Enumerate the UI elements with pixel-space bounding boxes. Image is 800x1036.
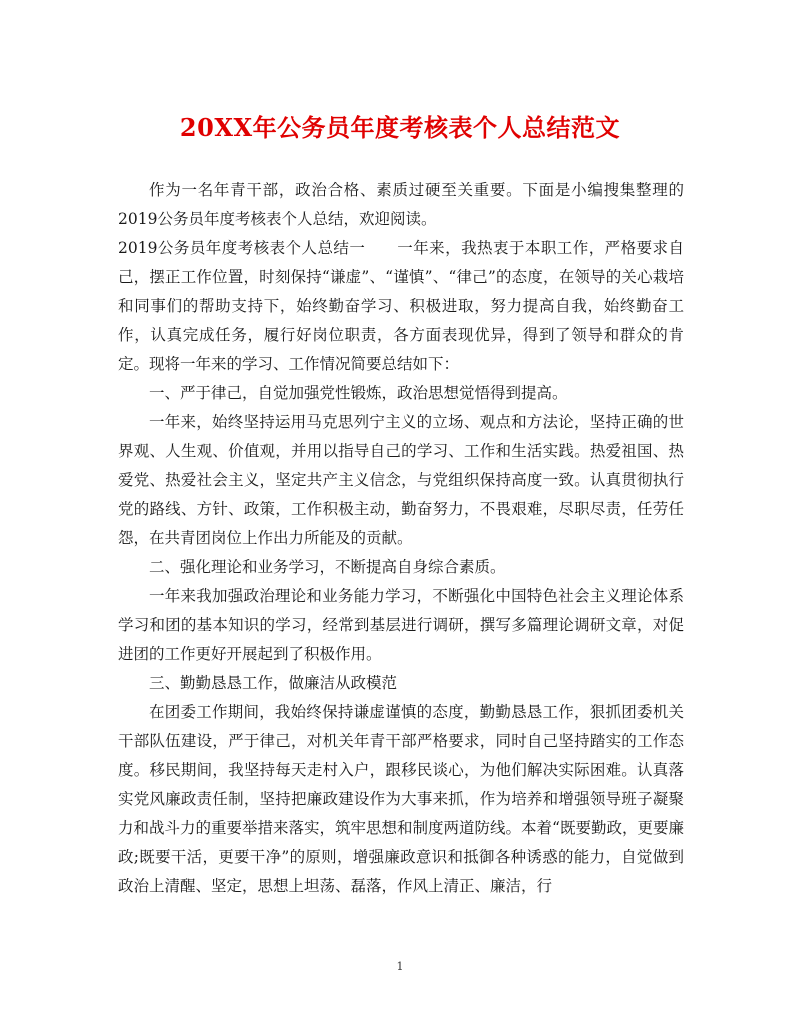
paragraph-intro: 作为一名年青干部，政治合格、素质过硬至关重要。下面是小编搜集整理的2019公务员年度考核表个人总结，欢迎阅读。 <box>118 181 684 228</box>
document-title: 20XX年公务员年度考核表个人总结范文 <box>179 113 621 142</box>
section-heading-three: 三、勤勤恳恳工作，做廉洁从政模范 <box>149 674 398 692</box>
paragraph-summary-one: 2019公务员年度考核表个人总结一 一年来，我热衷于本职工作，严格要求自己，摆正工作位置，时刻保持“谦虚”、“谨慎”、“律己”的态度，在领导的关心栽培和同事们的帮助支持下，始终勤奋学习、积极进取，努力提高自我，始终勤奋工作，认真完成任务，履行好岗位职责，各方面表现优异，得到了领导和群众的肯定。现将一年来的学习、工作情况简要总结如下： <box>118 239 684 373</box>
paragraph-section-one: 一年来，始终坚持运用马克思列宁主义的立场、观点和方法论，坚持正确的世界观、人生观、价值观，并用以指导自己的学习、工作和生活实践。热爱祖国、热爱党、热爱社会主义，坚定共产主义信念，与党组织保持高度一致。认真贯彻执行党的路线、方针、政策，工作积极主动，勤奋努力，不畏艰难，尽职尽责，任劳任怨，在共青团岗位上作出力所能及的贡献。 <box>118 413 684 547</box>
document-body <box>118 176 684 901</box>
paragraph-section-three: 在团委工作期间，我始终保持谦虚谨慎的态度，勤勤恳恳工作，狠抓团委机关干部队伍建设，严于律己，对机关年青干部严格要求，同时自己坚持踏实的工作态度。移民期间，我坚持每天走村入户，跟移民谈心，为他们解决实际困难。认真落实党风廉政责任制，坚持把廉政建设作为大事来抓，作为培养和增强领导班子凝聚力和战斗力的重要举措来落实，筑牢思想和制度两道防线。本着“既要勤政，更要廉政;既要干活，更要干净”的原则，增强廉政意识和抵御各种诱惑的能力，自觉做到政治上清醒、坚定，思想上坦荡、磊落，作风上清正、廉洁，行 <box>118 703 684 895</box>
paragraph-section-two: 一年来我加强政治理论和业务能力学习，不断强化中国特色社会主义理论体系学习和团的基本知识的学习，经常到基层进行调研，撰写多篇理论调研文章，对促进团的工作更好开展起到了积极作用。 <box>118 587 684 663</box>
page-number: 1 <box>396 960 404 973</box>
section-heading-two: 二、强化理论和业务学习，不断提高自身综合素质。 <box>149 558 506 576</box>
section-heading-one: 一、严于律己，自觉加强党性锻炼，政治思想觉悟得到提高。 <box>149 384 568 402</box>
